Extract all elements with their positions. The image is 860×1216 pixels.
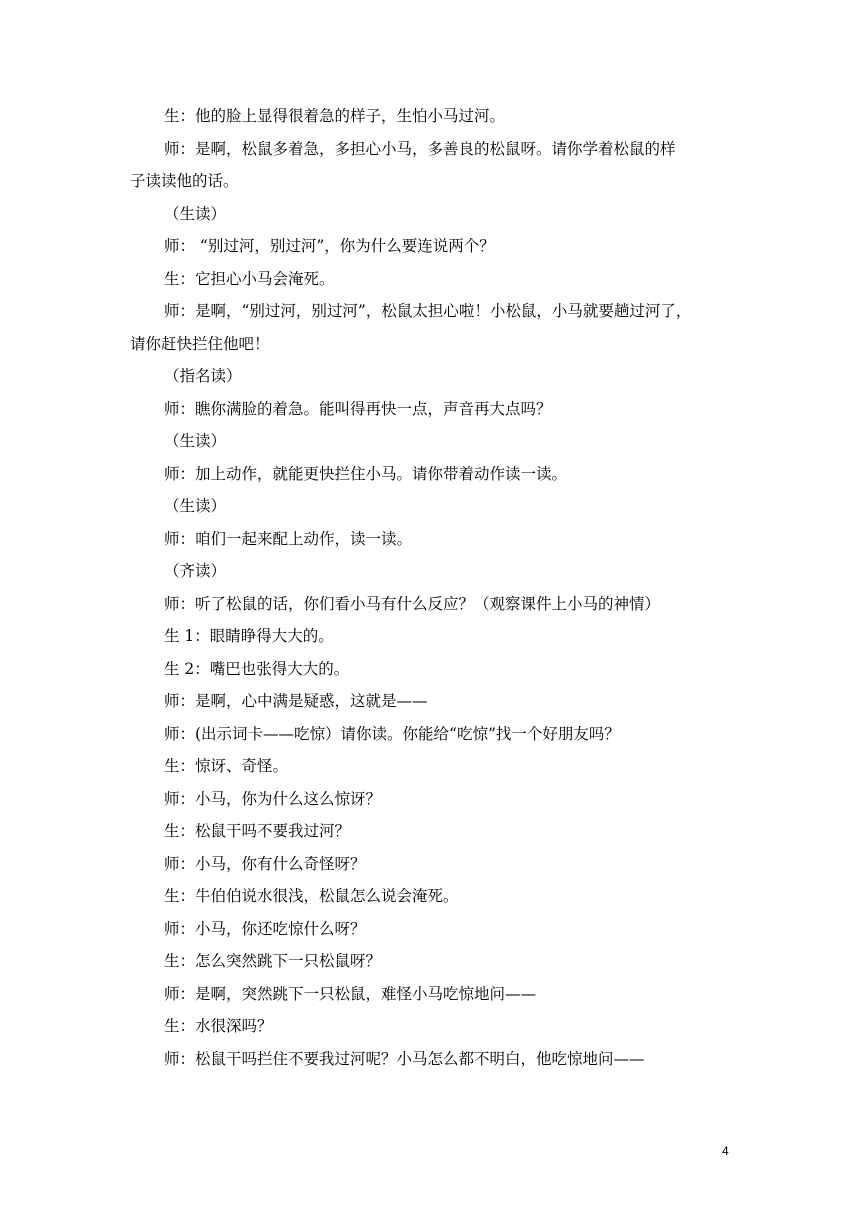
paragraph-line: 生：松鼠干吗不要我过河？ bbox=[164, 822, 351, 840]
paragraph-line: 生：惊讶、奇怪。 bbox=[164, 757, 289, 775]
paragraph-line: （生读） bbox=[164, 497, 227, 515]
paragraph bbox=[164, 458, 724, 491]
paragraph-line: 师：瞧你满脸的着急。能叫得再快一点，声音再大点吗？ bbox=[164, 399, 552, 418]
paragraph-line: （生读） bbox=[164, 432, 227, 450]
paragraph-continuation: 子读读他的话。 bbox=[130, 172, 239, 190]
paragraph bbox=[164, 913, 724, 946]
paragraph bbox=[164, 620, 724, 653]
page-number: 4 bbox=[722, 1144, 729, 1158]
paragraph bbox=[164, 230, 724, 263]
paragraph-continuation: 请你赶快拦住他吧！ bbox=[130, 334, 270, 353]
paragraph-line: 师：小马，你还吃惊什么呀？ bbox=[164, 919, 366, 938]
paragraph bbox=[164, 393, 724, 426]
paragraph-line: 生：水很深吗？ bbox=[164, 1017, 273, 1035]
paragraph-line: 师：咱们一起来配上动作，读一读。 bbox=[164, 529, 413, 548]
paragraph bbox=[164, 360, 724, 393]
paragraph bbox=[164, 555, 724, 588]
paragraph bbox=[164, 815, 724, 848]
paragraph-line: 师： “别过河，别过河”，你为什么要连说两个？ bbox=[164, 237, 495, 255]
paragraph-line: 生 1：眼睛睁得大大的。 bbox=[164, 627, 334, 645]
paragraph-line: 生：牛伯伯说水很浅，松鼠怎么说会淹死。 bbox=[164, 887, 459, 905]
paragraph-line: 师：小马，你为什么这么惊讶？ bbox=[164, 789, 382, 808]
paragraph bbox=[164, 425, 724, 458]
paragraph-line: 生：他的脸上显得很着急的样子，生怕小马过河。 bbox=[164, 107, 506, 125]
paragraph-line: 师：是啊，松鼠多着急，多担心小马，多善良的松鼠呀。请你学着松鼠的样 bbox=[164, 139, 676, 158]
paragraph-line: 生：怎么突然跳下一只松鼠呀？ bbox=[164, 952, 382, 970]
paragraph bbox=[164, 978, 724, 1011]
paragraph-line: 师：小马，你有什么奇怪呀？ bbox=[164, 854, 366, 873]
paragraph-line: 生：它担心小马会淹死。 bbox=[164, 269, 335, 288]
paragraph bbox=[164, 880, 724, 913]
paragraph bbox=[164, 783, 724, 816]
paragraph bbox=[164, 588, 724, 621]
paragraph bbox=[164, 718, 724, 751]
paragraph-line: （齐读） bbox=[164, 562, 227, 580]
paragraph-line: 师：是啊，心中满是疑惑，这就是—— bbox=[164, 692, 428, 710]
paragraph bbox=[164, 523, 724, 556]
paragraph-line: 师：是啊，突然跳下一只松鼠，难怪小马吃惊地问—— bbox=[164, 984, 537, 1003]
paragraph-line: 师：(出示词卡——吃惊）请你读。你能给“吃惊”找一个好朋友吗？ bbox=[164, 724, 620, 743]
paragraph bbox=[130, 295, 724, 360]
paragraph bbox=[164, 945, 724, 978]
paragraph bbox=[164, 1010, 724, 1043]
paragraph-line: 师：是啊，“别过河，别过河”，松鼠太担心啦！小松鼠，小马就要趟过河了， bbox=[164, 302, 692, 320]
paragraph-line: 师：松鼠干吗拦住不要我过河呢？小马怎么都不明白，他吃惊地问—— bbox=[164, 1049, 645, 1068]
paragraph bbox=[130, 133, 724, 198]
paragraph bbox=[164, 848, 724, 881]
document-body bbox=[130, 100, 724, 1075]
paragraph bbox=[164, 653, 724, 686]
paragraph-line: （指名读） bbox=[164, 367, 242, 385]
paragraph bbox=[164, 750, 724, 783]
paragraph-line: （生读） bbox=[164, 204, 227, 223]
paragraph bbox=[164, 490, 724, 523]
paragraph bbox=[164, 198, 724, 231]
paragraph bbox=[164, 1043, 724, 1076]
paragraph bbox=[164, 263, 724, 296]
paragraph-line: 师：加上动作，就能更快拦住小马。请你带着动作读一读。 bbox=[164, 464, 568, 483]
paragraph bbox=[164, 685, 724, 718]
paragraph-line: 生 2：嘴巴也张得大大的。 bbox=[164, 659, 350, 678]
paragraph-line: 师：听了松鼠的话，你们看小马有什么反应？（观察课件上小马的神情） bbox=[164, 594, 661, 613]
paragraph bbox=[164, 100, 724, 133]
